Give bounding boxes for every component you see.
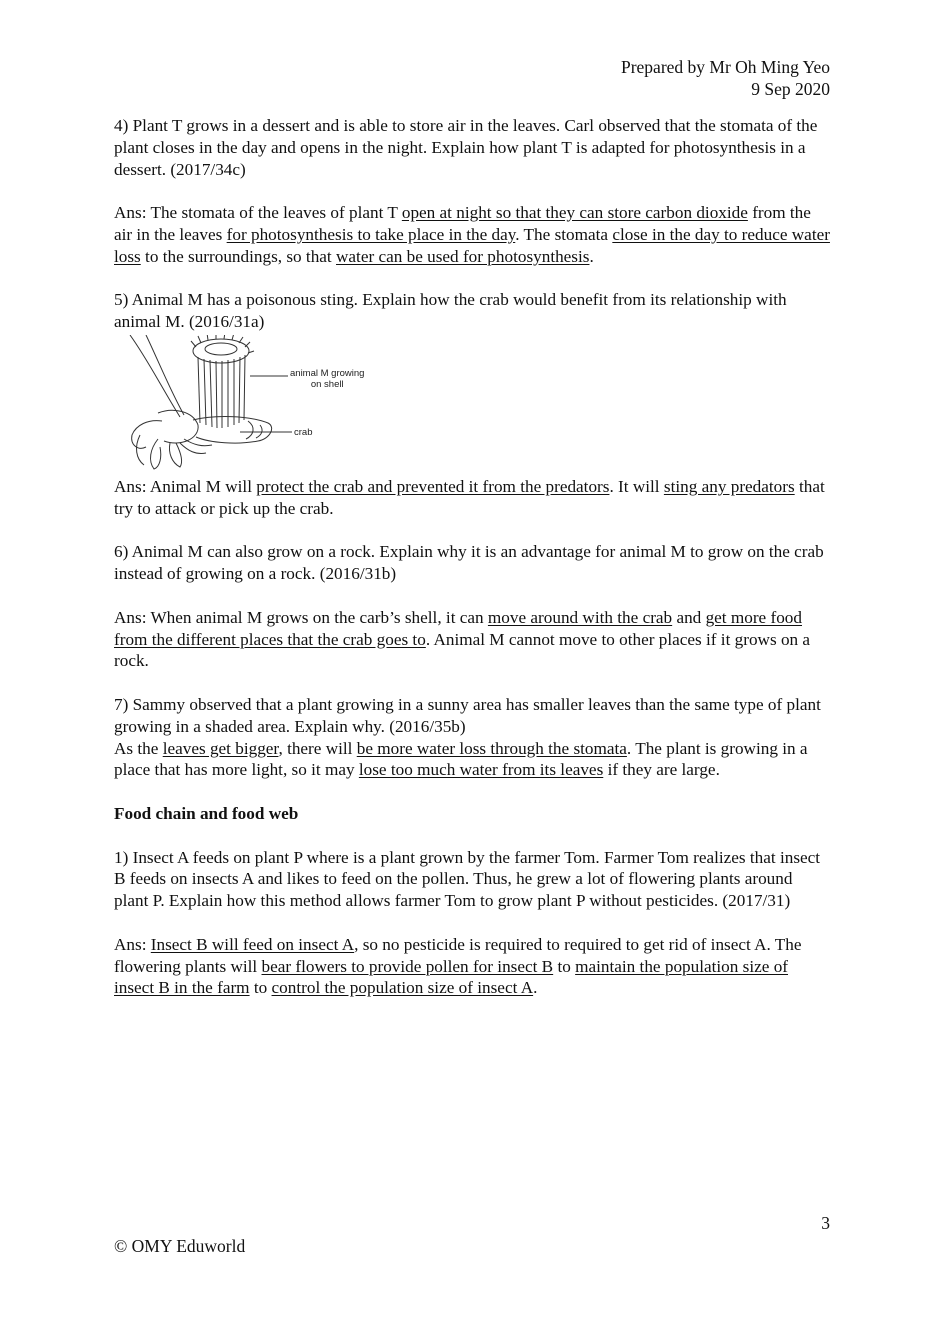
underlined-answer: leaves get bigger — [162, 738, 279, 758]
crab-anemone-figure — [118, 335, 408, 473]
answer-6: Ans: When animal M grows on the carb’s shell, it can move around with the crab and get more food from the different places that the crab goes to. Animal M cannot move to other places if it grows on a rock. — [114, 607, 811, 671]
page-header — [621, 56, 830, 100]
underlined-answer: close in the day to reduce water loss — [114, 224, 830, 266]
underlined-answer: sting any predators — [663, 476, 795, 496]
underlined-answer: Insect B will feed on insect A — [150, 934, 355, 954]
underlined-answer: be more water loss through the stomata — [356, 738, 627, 758]
copyright-footer: © OMY Eduworld — [114, 1236, 246, 1256]
underlined-answer: maintain the population size of insect B in the farm — [114, 956, 789, 998]
section-heading: Food chain and food web — [114, 803, 299, 823]
crab-illustration — [118, 335, 408, 473]
page-number: 3 — [821, 1213, 830, 1233]
author-line: Prepared by Mr Oh Ming Yeo — [620, 57, 830, 77]
underlined-answer: water can be used for photosynthesis — [336, 246, 590, 266]
answer-7: As the leaves get bigger, there will be more water loss through the stomata. The plant is growing in a place that has more light, so it may lose too much water from its leaves if they are large. — [114, 738, 808, 780]
food-chain-answer-1: Ans: Insect B will feed on insect A, so no pesticide is required to required to get rid of insect A. The flowering plants will bear flowers to provide pollen for insect B to maintain the population size of insect B in the farm to control the population size of insect A. — [114, 934, 802, 998]
underlined-answer: control the population size of insect A — [271, 978, 534, 998]
answer-5: Ans: Animal M will protect the crab and prevented it from the predators. It will sting any predators that try to attack or pick up the crab. — [114, 476, 825, 518]
underlined-answer: for photosynthesis to take place in the day — [226, 224, 516, 244]
page-content — [114, 115, 830, 999]
underlined-answer: open at night so that they can store carbon dioxide — [401, 203, 748, 223]
question-5: 5) Animal M has a poisonous sting. Explain how the crab would benefit from its relationship with animal M. (2016/31a) — [114, 290, 787, 332]
animal-m-label: animal M growing on shell — [290, 367, 365, 390]
answer-4: Ans: The stomata of the leaves of plant T open at night so that they can store carbon dioxide from the air in the leaves for photosynthesis to take place in the day. The stomata close in the day to reduce water loss to the surroundings, so that water can be used for photosynthesis. — [114, 203, 830, 266]
underlined-answer: bear flowers to provide pollen for insect B — [261, 956, 554, 976]
food-chain-question-1: 1) Insect A feeds on plant P where is a plant grown by the farmer Tom. Farmer Tom realizes that insect B feeds on insects A and likes to feed on the pollen. Thus, he grew a lot of flowering plants around plant P. Explain how this method allows farmer Tom to grow plant P without pesticides. (2017/31) — [114, 847, 821, 911]
underlined-answer: lose too much water from its leaves — [358, 760, 604, 780]
crab-label: crab — [294, 426, 313, 438]
date-line: 9 Sep 2020 — [751, 79, 830, 99]
underlined-answer: protect the crab and prevented it from the predators — [256, 476, 610, 496]
question-6: 6) Animal M can also grow on a rock. Explain why it is an advantage for animal M to grow on the crab instead of growing on a rock. (2016/31b) — [114, 542, 824, 584]
underlined-answer: move around with the crab — [487, 607, 673, 627]
underlined-answer: get more food from the different places that the crab goes to — [114, 607, 802, 649]
question-4: 4) Plant T grows in a dessert and is able to store air in the leaves. Carl observed that the stomata of the plant closes in the day and opens in the night. Explain how plant T is adapted for photosynthesis in a dessert. (2017/34c) — [114, 116, 818, 179]
question-7: 7) Sammy observed that a plant growing in a sunny area has smaller leaves than the same type of plant growing in a shaded area. Explain why. (2016/35b) — [114, 694, 821, 736]
